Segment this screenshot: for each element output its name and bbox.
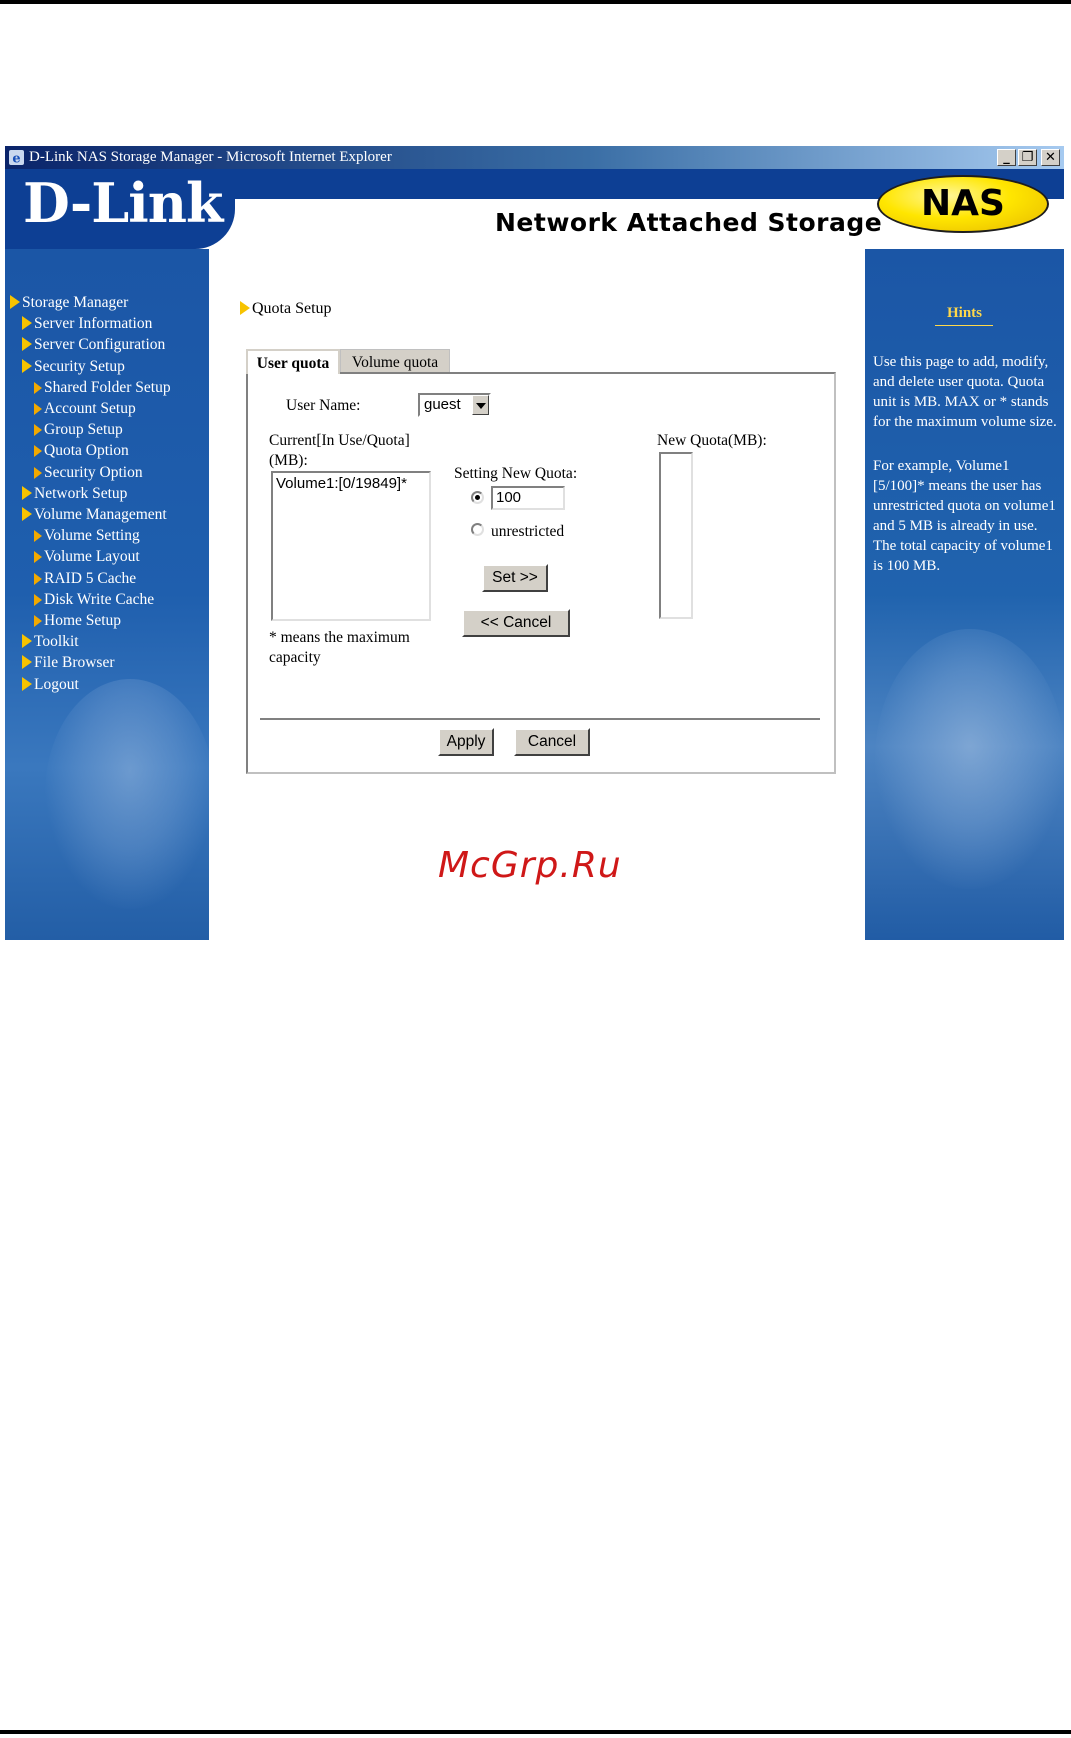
sidebar-item-label: Volume Management	[34, 506, 167, 523]
sidebar-item[interactable]	[34, 378, 171, 398]
restore-button[interactable]: ❐	[1018, 149, 1037, 166]
svg-text:e: e	[12, 151, 21, 166]
user-name-label: User Name:	[286, 397, 361, 414]
internet-explorer-icon	[8, 149, 25, 166]
nav-arrow-icon	[10, 295, 20, 309]
quota-value-radio[interactable]	[471, 491, 484, 504]
sidebar-item[interactable]	[34, 399, 136, 419]
hints-title: Hints	[946, 305, 982, 321]
sidebar-item[interactable]	[22, 653, 115, 673]
breadcrumb	[240, 300, 332, 318]
sidebar-item-label: Quota Option	[44, 442, 129, 460]
close-button[interactable]: ✕	[1041, 149, 1060, 166]
watermark: McGrp.Ru	[438, 845, 622, 886]
hints-paragraph-1: Use this page to add, modify, and delete user quota. Quota unit is MB. MAX or * stands for the maximum volume size.	[873, 354, 1057, 430]
sidebar-item[interactable]	[34, 441, 129, 461]
sidebar-item-label: RAID 5 Cache	[44, 569, 137, 587]
title-bar[interactable]	[5, 146, 1064, 169]
sidebar-item[interactable]	[22, 484, 127, 504]
sidebar-item[interactable]	[34, 420, 123, 440]
sidebar-item[interactable]	[34, 547, 140, 567]
chevron-down-icon[interactable]	[472, 395, 489, 415]
nav-arrow-icon	[22, 359, 32, 373]
sidebar-item-label: Security Setup	[34, 357, 125, 375]
sidebar-item-label: Group Setup	[44, 421, 123, 439]
nav-arrow-icon	[34, 382, 42, 394]
nav-arrow-icon	[22, 486, 32, 500]
sidebar-item-label: Volume Setting	[44, 527, 140, 545]
sidebar-item[interactable]	[22, 357, 125, 377]
sidebar-item-label: Server Information	[34, 315, 153, 333]
people-photo-decoration	[875, 629, 1064, 889]
sidebar-item[interactable]	[34, 569, 136, 589]
minimize-button[interactable]: _	[997, 149, 1016, 166]
hints-underline	[935, 325, 993, 326]
sidebar-item-label: Security Option	[44, 463, 143, 481]
main-content	[209, 249, 865, 940]
current-quota-label-line2: (MB):	[269, 452, 308, 469]
people-photo-decoration	[45, 679, 215, 909]
nav-arrow-icon	[34, 445, 42, 457]
unrestricted-radio[interactable]	[471, 523, 484, 536]
sidebar-item-label: Home Setup	[44, 612, 122, 629]
nav-arrow-icon	[34, 530, 42, 542]
hints-paragraph-2: For example, Volume1 [5/100]* means the user has unrestricted quota on volume1 and 5 MB is already in use. The total capacity of volume1 is 100 MB.	[873, 458, 1056, 574]
bottom-rule	[0, 1730, 1071, 1734]
nav-arrow-icon	[22, 634, 32, 648]
sidebar-item-label: Storage Manager	[22, 294, 129, 311]
nav-arrow-icon	[34, 403, 42, 415]
cancel-selection-button[interactable]: << Cancel	[462, 609, 570, 637]
nav-arrow-icon	[22, 337, 32, 351]
product-title: Network Attached Storage	[495, 208, 883, 237]
sidebar-item-label: Logout	[34, 675, 79, 693]
nav-arrow-icon	[34, 615, 42, 627]
nav-arrow-icon	[22, 677, 32, 691]
unrestricted-label: unrestricted	[491, 523, 565, 540]
tab-user-quota[interactable]: User quota	[246, 349, 340, 374]
tab-volume-quota[interactable]: Volume quota	[340, 349, 450, 374]
user-name-value: guest	[424, 396, 461, 413]
sidebar-item[interactable]	[22, 314, 152, 334]
sidebar-item[interactable]	[34, 526, 140, 546]
top-rule	[0, 0, 1071, 4]
footnote-line1: * means the maximum	[269, 629, 410, 646]
nav-arrow-icon	[22, 316, 32, 330]
cancel-button[interactable]: Cancel	[514, 728, 590, 756]
nav-arrow-icon	[34, 573, 42, 585]
footnote-line2: capacity	[269, 649, 321, 666]
nav-arrow-icon	[22, 655, 32, 669]
hints-panel	[865, 249, 1064, 940]
sidebar-item-label: Account Setup	[44, 400, 136, 417]
setting-new-quota-label: Setting New Quota:	[454, 465, 578, 482]
sidebar-item[interactable]	[22, 632, 79, 652]
sidebar-item-label: Network Setup	[34, 484, 128, 502]
user-name-select[interactable]	[418, 393, 491, 417]
page-header	[5, 169, 1064, 249]
sidebar-item-label: Disk Write Cache	[44, 590, 155, 608]
window-title: D-Link NAS Storage Manager - Microsoft Internet Explorer	[29, 149, 392, 165]
sidebar-nav	[5, 249, 209, 940]
nas-badge: NAS	[877, 175, 1049, 233]
set-button[interactable]: Set >>	[482, 564, 548, 592]
quota-panel	[246, 372, 836, 774]
sidebar-item-label: Shared Folder Setup	[44, 378, 171, 396]
quota-value-input[interactable]: 100	[491, 486, 565, 510]
apply-button[interactable]: Apply	[438, 728, 494, 756]
sidebar-item-label: Toolkit	[34, 633, 79, 651]
nav-arrow-icon	[34, 467, 42, 479]
browser-window	[5, 146, 1064, 940]
new-quota-list[interactable]	[659, 452, 693, 619]
current-quota-list[interactable]	[271, 471, 431, 621]
nav-arrow-icon	[34, 551, 42, 563]
sidebar-item[interactable]	[34, 463, 143, 483]
breadcrumb-label: Quota Setup	[252, 300, 332, 317]
breadcrumb-arrow-icon	[240, 301, 250, 315]
sidebar-item-label: Volume Layout	[44, 548, 140, 566]
sidebar-item[interactable]	[22, 505, 167, 525]
sidebar-item-label: Server Configuration	[34, 336, 166, 354]
sidebar-item[interactable]	[22, 335, 165, 355]
sidebar-item[interactable]	[22, 675, 79, 695]
divider	[260, 718, 820, 721]
list-item[interactable]: Volume1:[0/19849]*	[276, 475, 407, 492]
nav-arrow-icon	[34, 594, 42, 606]
nav-arrow-icon	[34, 424, 42, 436]
sidebar-item[interactable]	[10, 293, 128, 313]
new-quota-label: New Quota(MB):	[657, 432, 767, 449]
sidebar-item[interactable]	[34, 590, 154, 610]
nav-arrow-icon	[22, 507, 32, 521]
dlink-logo: D-Link	[23, 171, 223, 235]
sidebar-item-label: File Browser	[34, 654, 115, 672]
current-quota-label-line1: Current[In Use/Quota]	[269, 432, 410, 449]
sidebar-item[interactable]	[34, 611, 121, 631]
